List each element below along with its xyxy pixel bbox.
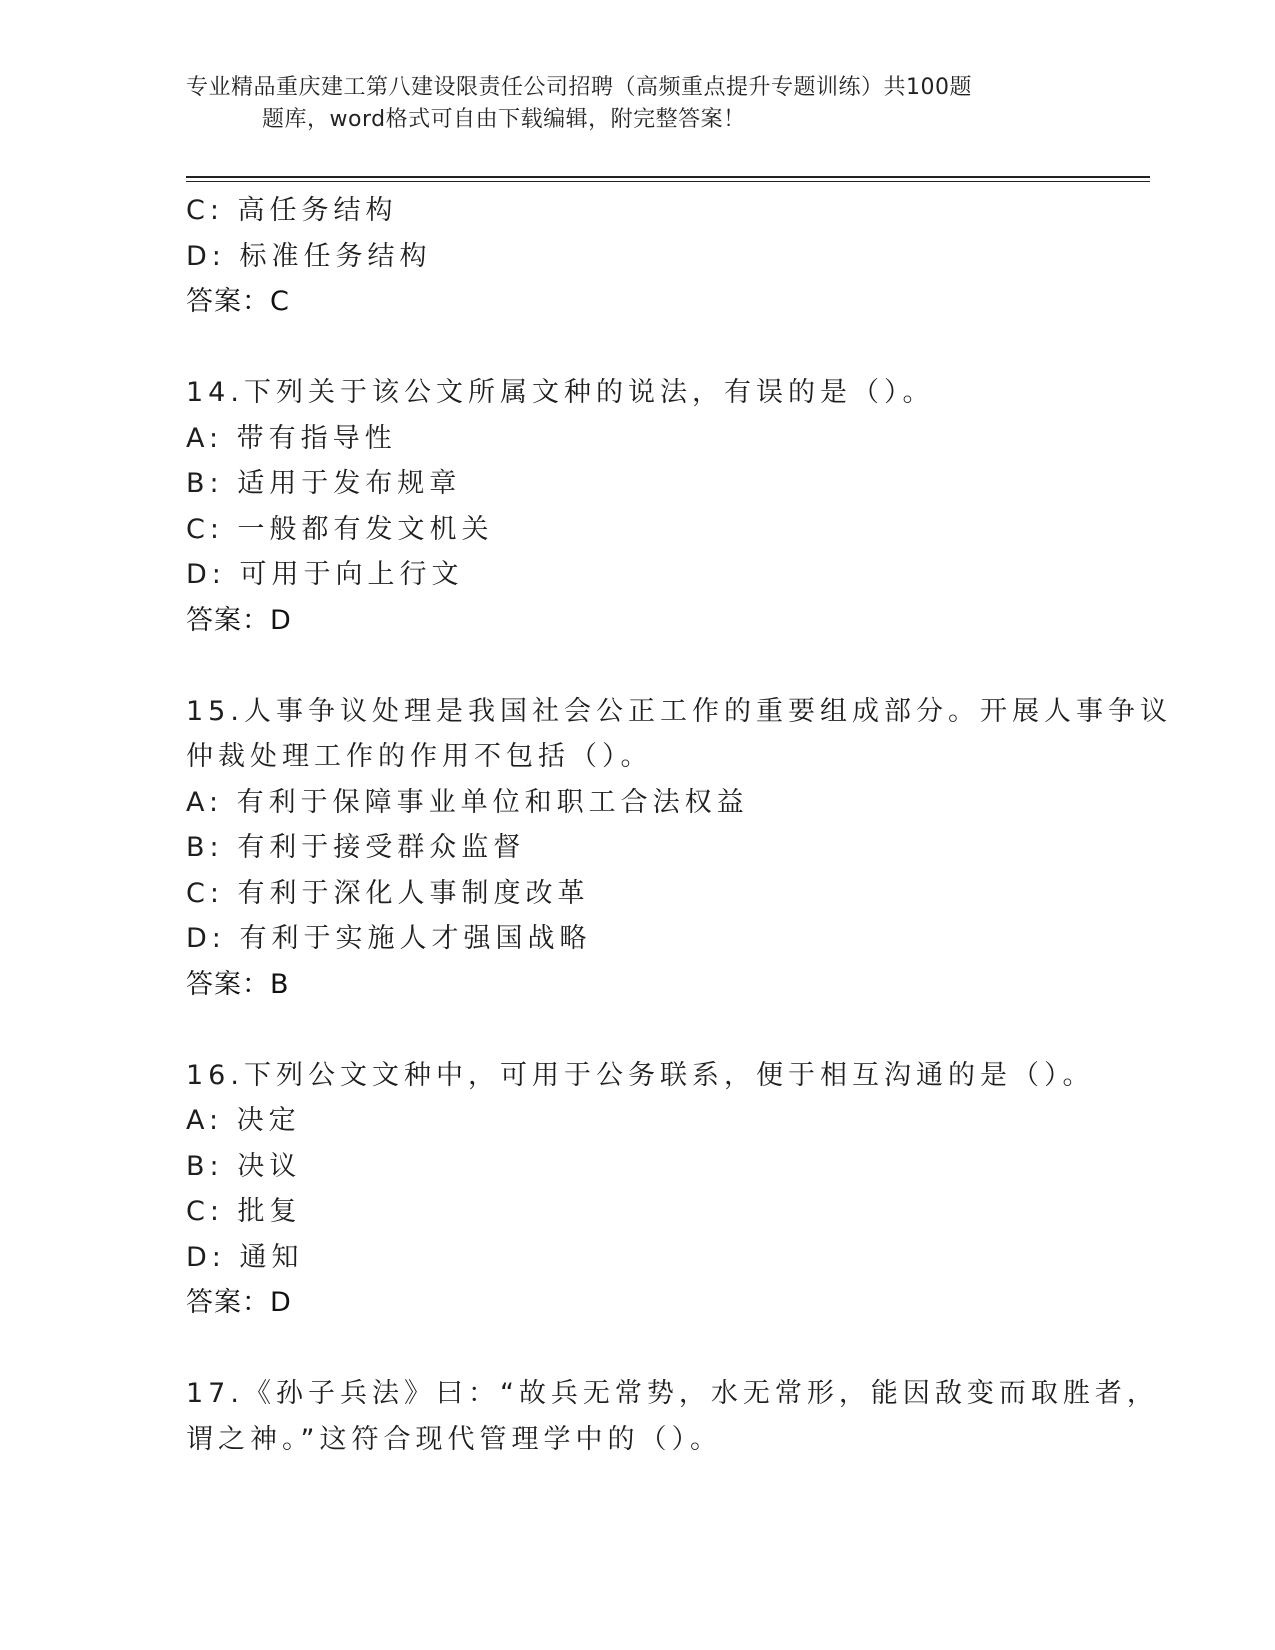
spacer (186, 1007, 1086, 1053)
header-title-line-1: 专业精品重庆建工第八建设限责任公司招聘（高频重点提升专题训练）共100题 (186, 75, 972, 100)
option-c: C: 批复 (186, 1196, 302, 1227)
spacer (186, 643, 1086, 689)
answer-line: 答案：D (186, 1287, 292, 1318)
option-c: C: 有利于深化人事制度改革 (186, 877, 590, 909)
question-15 (186, 689, 1172, 1008)
option-c: C: 一般都有发文机关 (186, 513, 494, 545)
question-stem-line-2: 谓之神。”这符合现代管理学中的（）。 (186, 1423, 722, 1455)
answer-line: 答案：D (186, 604, 292, 636)
option-d: D: 有利于实施人才强国战略 (186, 923, 592, 954)
option-d: D: 标准任务结构 (186, 240, 432, 272)
option-a: A: 决定 (186, 1105, 301, 1136)
header-title-line-2: 题库，word格式可自由下载编辑，附完整答案！ (262, 107, 746, 132)
question-stem-line-1: 17.《孙子兵法》曰：“故兵无常势，水无常形，能因敌变而取胜者， (186, 1378, 1159, 1409)
option-b: B: 有利于接受群众监督 (186, 832, 526, 863)
option-d: D: 可用于向上行文 (186, 559, 464, 590)
option-a: A: 有利于保障事业单位和职工合法权益 (186, 786, 749, 818)
spacer (186, 325, 1086, 371)
question-stem-line-2: 仲裁处理工作的作用不包括（）。 (186, 741, 653, 772)
option-b: B: 决议 (186, 1150, 302, 1182)
header-rule-thin (186, 181, 1150, 182)
document-header (186, 72, 1066, 136)
question-16 (186, 1053, 1095, 1326)
answer-line: 答案：B (186, 968, 290, 1000)
option-a: A: 带有指导性 (186, 422, 397, 454)
question-14 (186, 370, 1086, 643)
option-b: B: 适用于发布规章 (186, 468, 462, 499)
option-d: D: 通知 (186, 1241, 304, 1273)
question-stem: 14.下列关于该公文所属文种的说法，有误的是（）。 (186, 377, 935, 408)
question-stem-line-1: 15.人事争议处理是我国社会公正工作的重要组成部分。开展人事争议 (186, 695, 1172, 727)
spacer (186, 1326, 1086, 1372)
question-list (186, 188, 1172, 1462)
option-c: C: 高任务结构 (186, 195, 398, 226)
question-17 (186, 1371, 1159, 1462)
header-rule-thick (186, 176, 1150, 178)
question-stem: 16.下列公文文种中，可用于公务联系，便于相互沟通的是（）。 (186, 1059, 1095, 1091)
answer-line: 答案：C (186, 286, 290, 317)
question-13-tail (186, 188, 1086, 325)
